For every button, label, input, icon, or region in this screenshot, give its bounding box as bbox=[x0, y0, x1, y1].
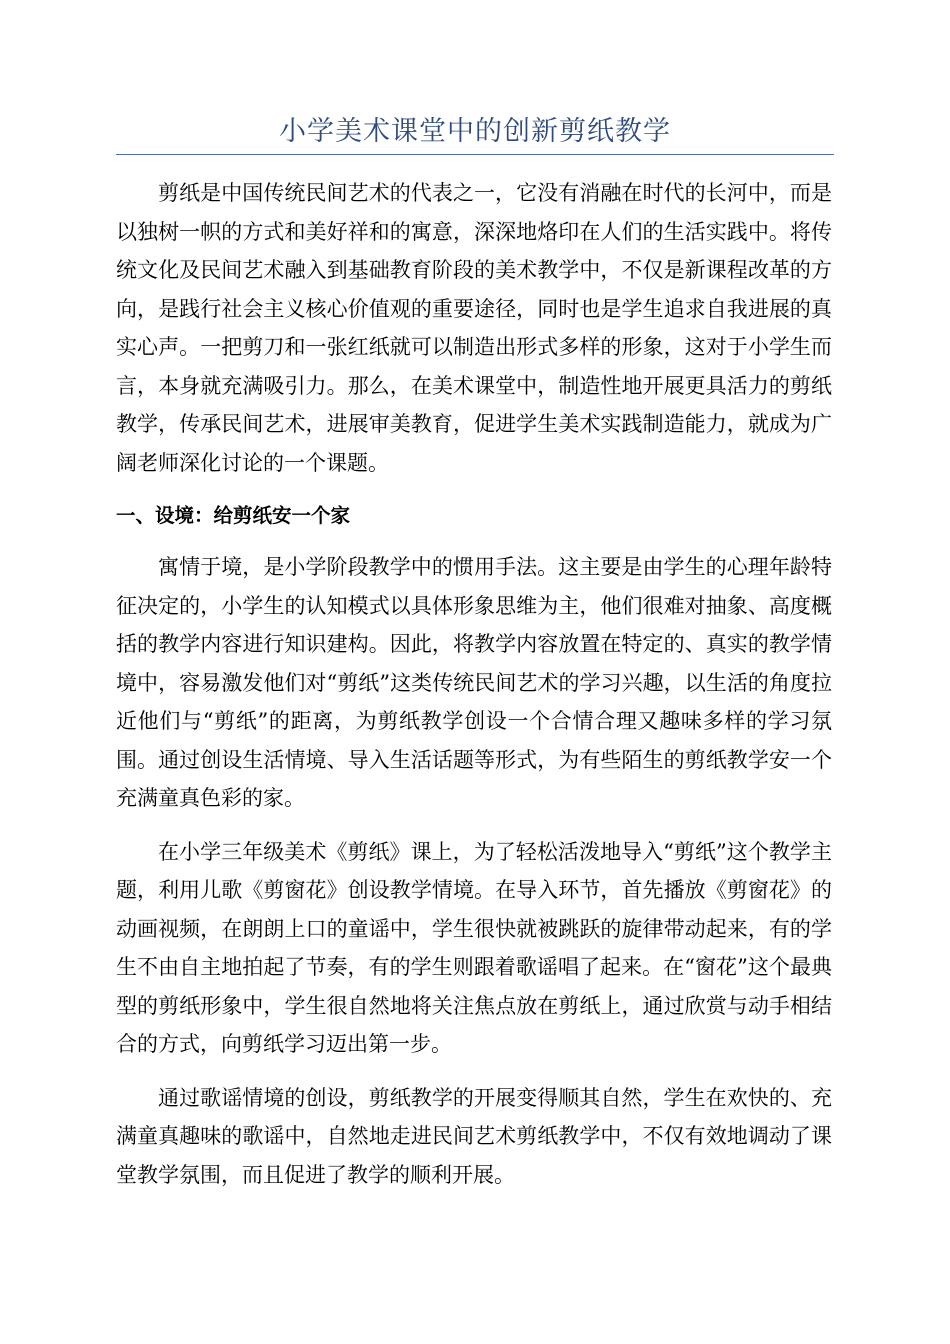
intro-paragraph: 剪纸是中国传统民间艺术的代表之一，它没有消融在时代的长河中，而是以独树一帜的方式和美好祥和的寓意，深深地烙印在人们的生活实践中。将传统文化及民间艺术融入到基础教育阶段的美术教学中，不仅是新课程改革的方向，是践行社会主义核心价值观的重要途径，同时也是学生追求自我进展的真实心声。一把剪刀和一张红纸就可以制造出形式多样的形象，这对于小学生而言，本身就充满吸引力。那么，在美术课堂中，制造性地开展更具活力的剪纸教学，传承民间艺术，进展审美教育，促进学生美术实践制造能力，就成为广阔老师深化讨论的一个课题。 bbox=[116, 181, 832, 475]
section-heading: 一、设境：给剪纸安一个家 bbox=[116, 504, 351, 527]
document-title: 小学美术课堂中的创新剪纸教学 bbox=[279, 116, 671, 147]
body-paragraph: 在小学三年级美术《剪纸》课上，为了轻松活泼地导入“剪纸”这个教学主题，利用儿歌《剪窗花》创设教学情境。在导入环节，首先播放《剪窗花》的动画视频，在朗朗上口的童谣中，学生很快就被跳跃的旋律带动起来，有的学生不由自主地拍起了节奏，有的学生则跟着歌谣唱了起来。在“窗花”这个最典型的剪纸形象中，学生很自然地将关注焦点放在剪纸上，通过欣赏与动手相结合的方式，向剪纸学习迈出第一步。 bbox=[116, 839, 832, 1056]
body-paragraph: 通过歌谣情境的创设，剪纸教学的开展变得顺其自然，学生在欢快的、充满童真趣味的歌谣中，自然地走进民间艺术剪纸教学中，不仅有效地调动了课堂教学氛围，而且促进了教学的顺利开展。 bbox=[116, 1085, 832, 1187]
body-paragraph: 寓情于境，是小学阶段教学中的惯用手法。这主要是由学生的心理年龄特征决定的，小学生的认知模式以具体形象思维为主，他们很难对抽象、高度概括的教学内容进行知识建构。因此，将教学内容放置在特定的、真实的教学情境中，容易激发他们对“剪纸”这类传统民间艺术的学习兴趣，以生活的角度拉近他们与“剪纸”的距离，为剪纸教学创设一个合情合理又趣味多样的学习氛围。通过创设生活情境、导入生活话题等形式，为有些陌生的剪纸教学安一个充满童真色彩的家。 bbox=[116, 555, 832, 810]
document-body bbox=[116, 174, 832, 1194]
title-underline bbox=[116, 154, 834, 155]
